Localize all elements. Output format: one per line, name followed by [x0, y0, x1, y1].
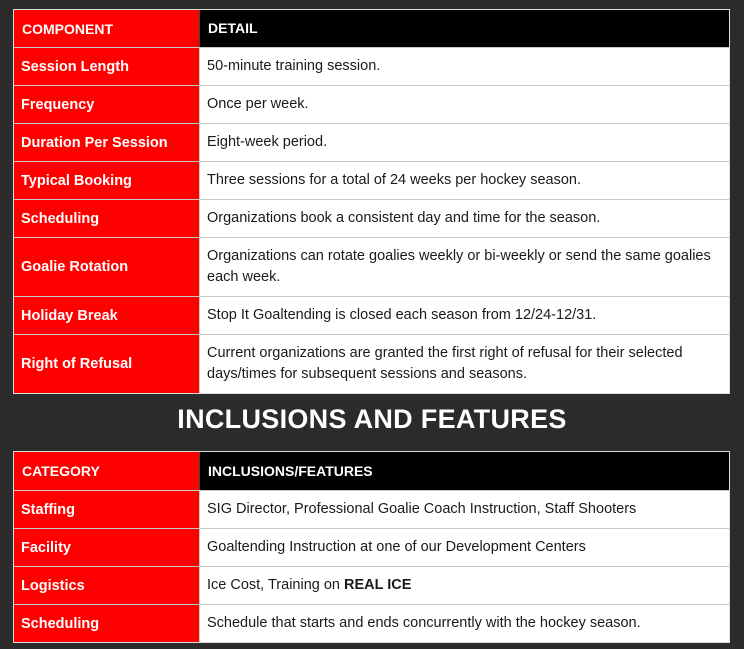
table-row: [14, 491, 729, 529]
table-header-row: [14, 10, 729, 48]
row-detail: Once per week.: [200, 86, 729, 123]
row-label: Logistics: [14, 567, 200, 604]
table-row: [14, 297, 729, 335]
row-label: Right of Refusal: [14, 335, 200, 393]
row-detail: 50-minute training session.: [200, 48, 729, 85]
table-row: [14, 86, 729, 124]
row-detail: SIG Director, Professional Goalie Coach Instruction, Staff Shooters: [200, 491, 729, 528]
row-detail: Schedule that starts and ends concurrently with the hockey season.: [200, 605, 729, 642]
detail-strong-text: REAL ICE: [344, 577, 412, 593]
row-label: Holiday Break: [14, 297, 200, 334]
header-category: CATEGORY: [14, 452, 200, 490]
row-detail: Stop It Goaltending is closed each season from 12/24-12/31.: [200, 297, 729, 334]
row-detail: Organizations can rotate goalies weekly or bi-weekly or send the same goalies each week.: [200, 238, 729, 296]
table-row: [14, 529, 729, 567]
row-label: Duration Per Session: [14, 124, 200, 161]
table-row: [14, 567, 729, 605]
row-detail: Organizations book a consistent day and time for the season.: [200, 200, 729, 237]
row-label: Scheduling: [14, 200, 200, 237]
table-row: [14, 335, 729, 393]
row-label: Goalie Rotation: [14, 238, 200, 296]
row-detail: Eight-week period.: [200, 124, 729, 161]
table-header-row: [14, 452, 729, 491]
row-detail: Three sessions for a total of 24 weeks per hockey season.: [200, 162, 729, 199]
table-row: [14, 124, 729, 162]
row-label: Frequency: [14, 86, 200, 123]
row-detail: Current organizations are granted the first right of refusal for their selected days/times for subsequent sessions and seasons.: [200, 335, 729, 393]
components-table: [13, 9, 730, 394]
table-row: [14, 162, 729, 200]
table-row: [14, 48, 729, 86]
row-label: Staffing: [14, 491, 200, 528]
row-label: Facility: [14, 529, 200, 566]
row-detail: [200, 567, 729, 604]
row-label: Typical Booking: [14, 162, 200, 199]
section-title: INCLUSIONS AND FEATURES: [177, 404, 567, 434]
header-detail: DETAIL: [200, 10, 729, 47]
header-inclusions: INCLUSIONS/FEATURES: [200, 452, 729, 490]
header-component: COMPONENT: [14, 10, 200, 47]
table-row: [14, 605, 729, 642]
detail-text: Ice Cost, Training on: [207, 577, 345, 593]
row-label: Session Length: [14, 48, 200, 85]
table-row: [14, 238, 729, 297]
row-detail: Goaltending Instruction at one of our Development Centers: [200, 529, 729, 566]
table-row: [14, 200, 729, 238]
inclusions-table: [13, 451, 730, 643]
row-label: Scheduling: [14, 605, 200, 642]
